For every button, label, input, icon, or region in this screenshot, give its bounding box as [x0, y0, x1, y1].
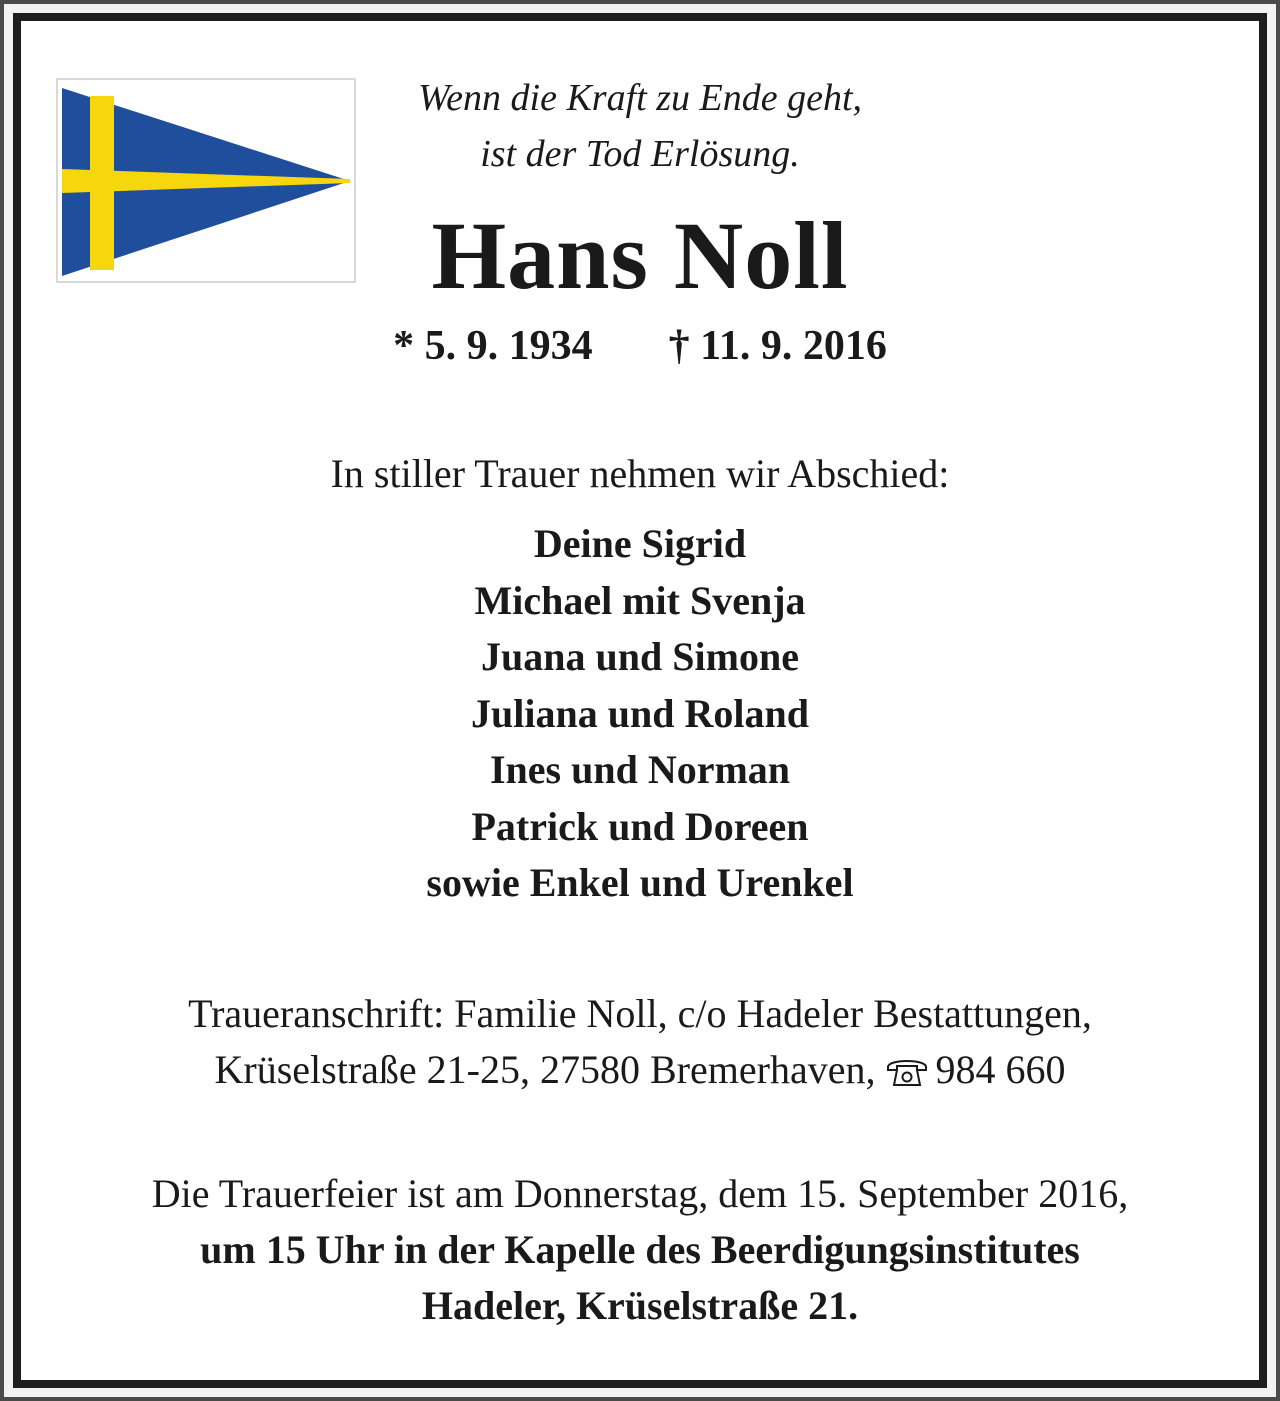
- address-street: Krüselstraße 21-25, 27580 Bremerhaven,: [214, 1047, 876, 1092]
- service-line-3: Hadeler, Krüselstraße 21.: [421, 1283, 859, 1328]
- mourner-item: sowie Enkel und Urenkel: [426, 860, 854, 905]
- funeral-service: [0, 1166, 1280, 1334]
- mourners-list: [0, 516, 1280, 912]
- mourner-item: Ines und Norman: [489, 747, 791, 792]
- service-line-1: Die Trauerfeier ist am Donnerstag, dem 15. September 2016,: [151, 1171, 1129, 1216]
- mourning-address: [0, 986, 1280, 1104]
- mourner-item: Deine Sigrid: [533, 521, 747, 566]
- motto-line-2: ist der Tod Erlösung.: [480, 133, 800, 175]
- motto-line-1: Wenn die Kraft zu Ende geht,: [418, 77, 862, 119]
- mourner-item: Juliana und Roland: [471, 690, 809, 736]
- death-date: † 11. 9. 2016: [668, 323, 887, 369]
- telephone-icon: [885, 1048, 929, 1104]
- deceased-name: Hans Noll: [431, 202, 849, 309]
- mourner-item: Patrick und Doreen: [471, 803, 809, 849]
- service-line-2: um 15 Uhr in der Kapelle des Beerdigungsinstitutes: [200, 1227, 1080, 1272]
- birth-date: * 5. 9. 1934: [393, 323, 593, 369]
- mourning-intro: In stiller Trauer nehmen wir Abschied:: [330, 451, 950, 496]
- motto: [0, 70, 1280, 182]
- life-dates: [0, 320, 1280, 372]
- address-line-2: [0, 1042, 1280, 1104]
- mourner-item: Michael mit Svenja: [474, 577, 806, 623]
- address-line-1: Traueranschrift: Familie Noll, c/o Hadeler Bestattungen,: [188, 991, 1092, 1036]
- mourner-item: Juana und Simone: [481, 634, 799, 679]
- phone-number: 984 660: [935, 1047, 1066, 1092]
